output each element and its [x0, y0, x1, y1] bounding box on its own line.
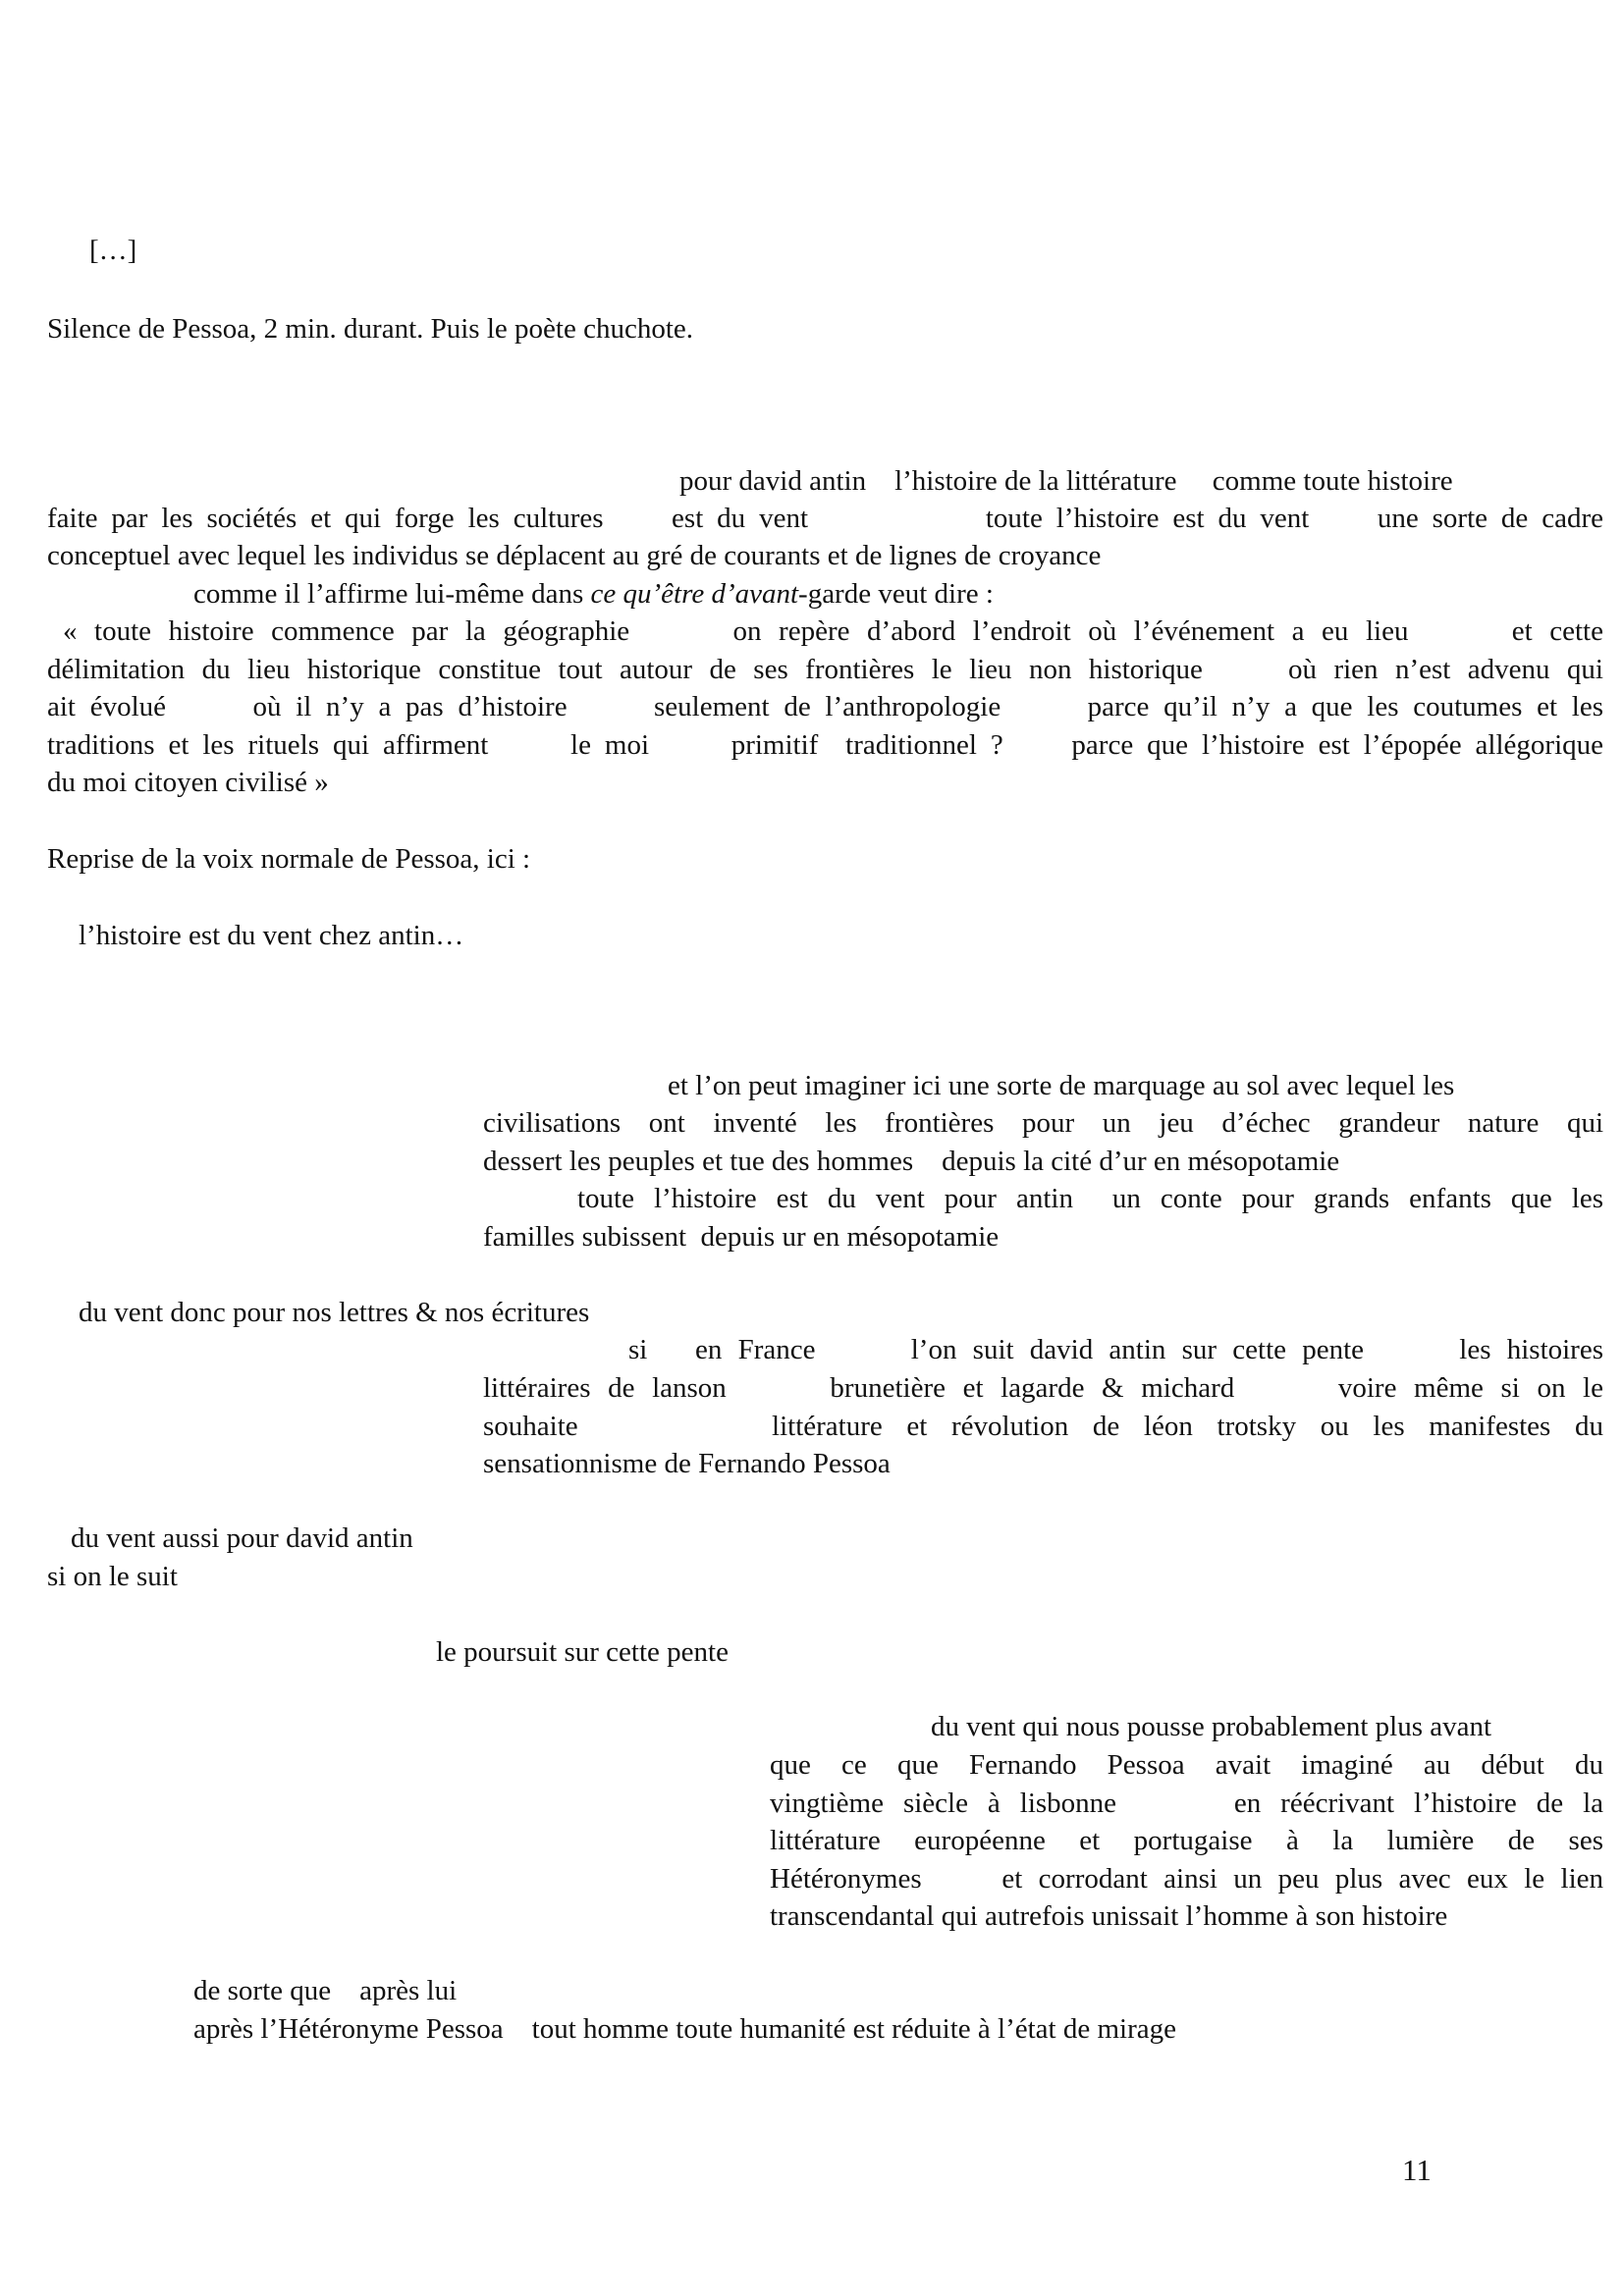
stage-direction-silence: Silence de Pessoa, 2 min. durant. Puis le poète chuchote. [47, 313, 693, 345]
paragraph-line: transcendantal qui autrefois unissait l’homme à son histoire [770, 1900, 1448, 1932]
closing-line: de sorte que après lui [193, 1975, 458, 2006]
paragraph-block [483, 1104, 1603, 1143]
line-histoire-vent: l’histoire est du vent chez antin… [79, 920, 464, 951]
paragraph-block [770, 1746, 1603, 1936]
quote-line: « toute histoire commence par la géographie on repère d’abord l’endroit où l’événement a eu lieu et cette [63, 615, 1603, 647]
paragraph-line: dessert les peuples et tue des hommes depuis la cité d’ur en mésopotamie [483, 1146, 1340, 1177]
stage-direction-reprise: Reprise de la voix normale de Pessoa, ici : [47, 843, 531, 875]
paragraph-line: pour david antin l’histoire de la littérature comme toute histoire [679, 465, 1453, 497]
paragraph-line: souhaite littérature et révolution de léon trotsky ou les manifestes du [483, 1410, 1603, 1442]
line-vent-aussi: du vent aussi pour david antin [71, 1522, 413, 1554]
closing-line: après l’Hétéronyme Pessoa tout homme toute humanité est réduite à l’état de mirage [193, 2013, 1176, 2045]
paragraph-line: familles subissent depuis ur en mésopotamie [483, 1221, 1000, 1253]
quote-line: délimitation du lieu historique constitue tout autour de ses frontières le lieu non historique où rien n’est advenu qui [47, 653, 1603, 685]
quote-intro-text: comme il l’affirme lui-même dans [193, 578, 591, 610]
antin-quote [47, 613, 1603, 802]
paragraph-line: littérature européenne et portugaise à la lumière de ses [770, 1825, 1603, 1856]
paragraph-line: du vent qui nous pousse probablement plus avant [931, 1711, 1492, 1742]
paragraph-line: Hétéronymes et corrodant ainsi un peu plus avec eux le lien [770, 1862, 1603, 1895]
line-vent-lettres: du vent donc pour nos lettres & nos écritures [79, 1297, 590, 1328]
paragraph-line: si en France l’on suit david antin sur cette pente les histoires [628, 1334, 1603, 1365]
paragraph-line: et l’on peut imaginer ici une sorte de marquage au sol avec lequel les [668, 1070, 1455, 1101]
paragraph-line: vingtième siècle à lisbonne en réécrivant l’histoire de la [770, 1787, 1603, 1819]
page-number: 11 [1402, 2153, 1432, 2187]
paragraph-line: littéraires de lanson brunetière et lagarde & michard voire même si on le [483, 1372, 1603, 1404]
quote-line: traditions et les rituels qui affirment le moi primitif traditionnel ? parce que l’histoire est l’épopée allégorique [47, 728, 1603, 761]
paragraph-line: sensationnisme de Fernando Pessoa [483, 1448, 891, 1479]
quote-line: ait évolué où il n’y a pas d’histoire seulement de l’anthropologie parce qu’il n’y a que les coutumes et les [47, 691, 1603, 722]
line-si-on-le-suit: si on le suit [47, 1561, 178, 1592]
paragraph-line: que ce que Fernando Pessoa avait imaginé au début du [770, 1749, 1603, 1781]
paragraph-line: faite par les sociétés et qui forge les cultures est du vent toute l’histoire est du vent une sorte de cadre [47, 503, 1603, 534]
ellipsis-marker: […] [89, 235, 137, 266]
paragraph-line: civilisations ont inventé les frontières pour un jeu d’échec grandeur nature qui [483, 1107, 1603, 1139]
paragraph-line: toute l’histoire est du vent pour antin un conte pour grands enfants que les [577, 1183, 1603, 1214]
quote-intro-text: -garde veut dire : [798, 578, 994, 610]
paragraph-block [577, 1180, 1603, 1218]
paragraph-block [47, 500, 1603, 538]
paragraph-line: conceptuel avec lequel les individus se déplacent au gré de courants et de lignes de croyance [47, 540, 1102, 571]
quote-intro [193, 575, 994, 613]
paragraph-block [483, 1369, 1603, 1483]
paragraph-block [628, 1331, 1603, 1369]
quote-line: du moi citoyen civilisé » [47, 767, 329, 798]
quote-intro-title: ce qu’être d’avant [590, 578, 799, 610]
line-poursuit: le poursuit sur cette pente [436, 1636, 729, 1668]
